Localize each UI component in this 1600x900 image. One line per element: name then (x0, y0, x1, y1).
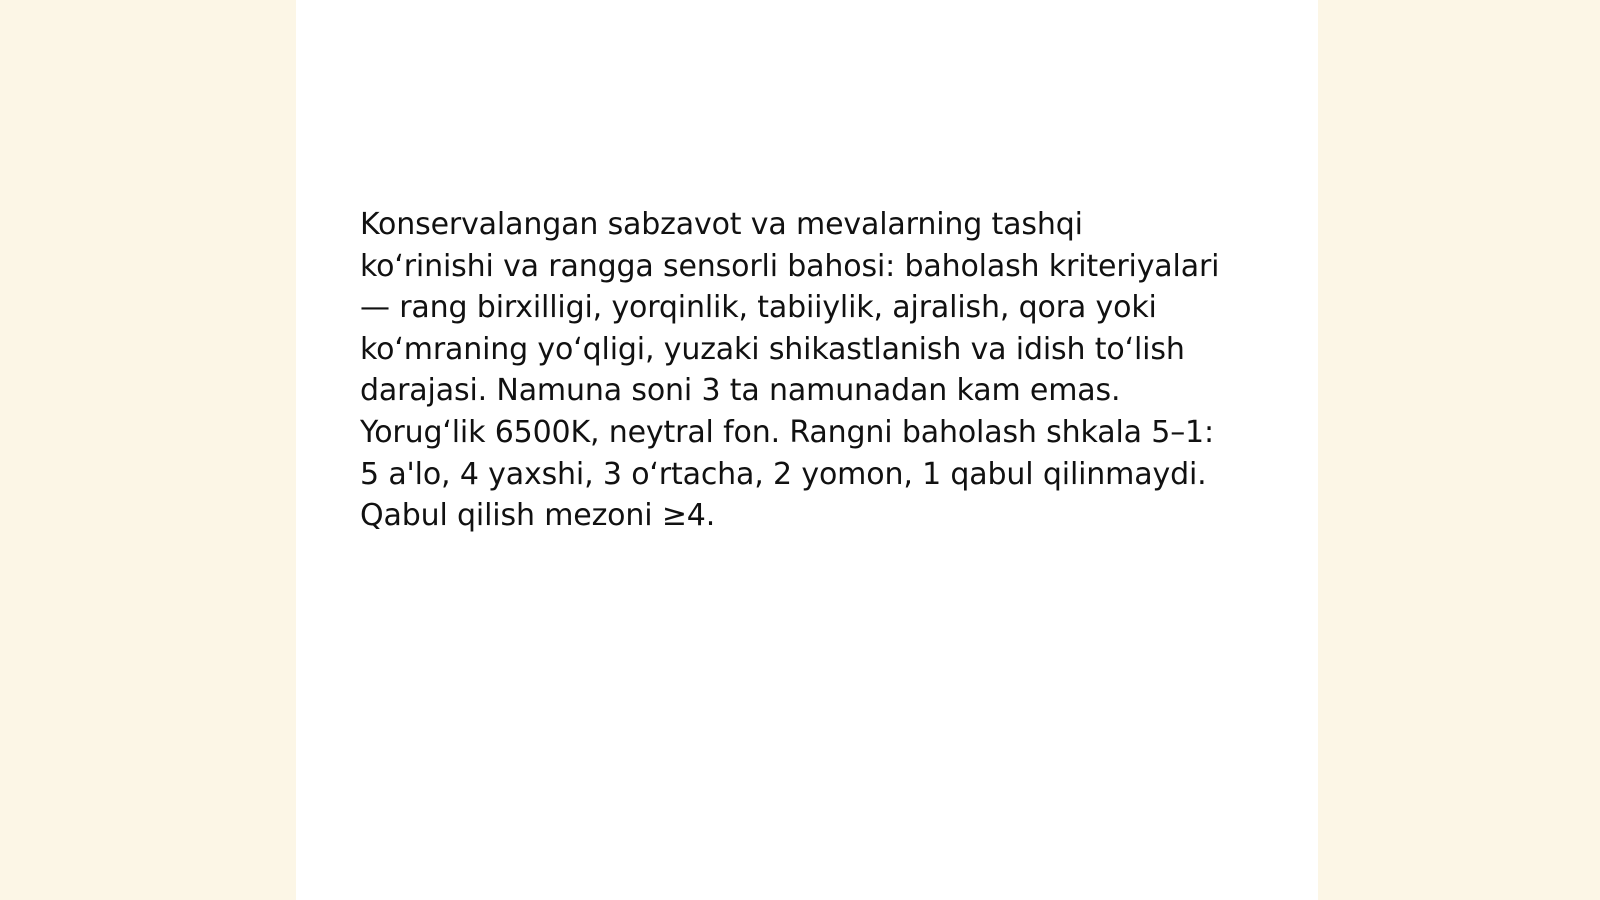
document-page (296, 0, 1318, 900)
body-paragraph: Konservalangan sabzavot va mevalarning tashqi koʻrinishi va rangga sensorli bahosi: baholash kriteriyalari — rang birxilligi, yorqinlik, tabiiylik, ajralish, qora yoki koʻmraning yoʻqligi, yuzaki shikastlanish va idish toʻlish darajasi. Namuna soni 3 ta namunadan kam emas. Yorugʻlik 6500K, neytral fon. Rangni baholash shkala 5–1: 5 a'lo, 4 yaxshi, 3 oʻrtacha, 2 yomon, 1 qabul qilinmaydi. Qabul qilish mezoni ≥4. (360, 207, 1220, 534)
